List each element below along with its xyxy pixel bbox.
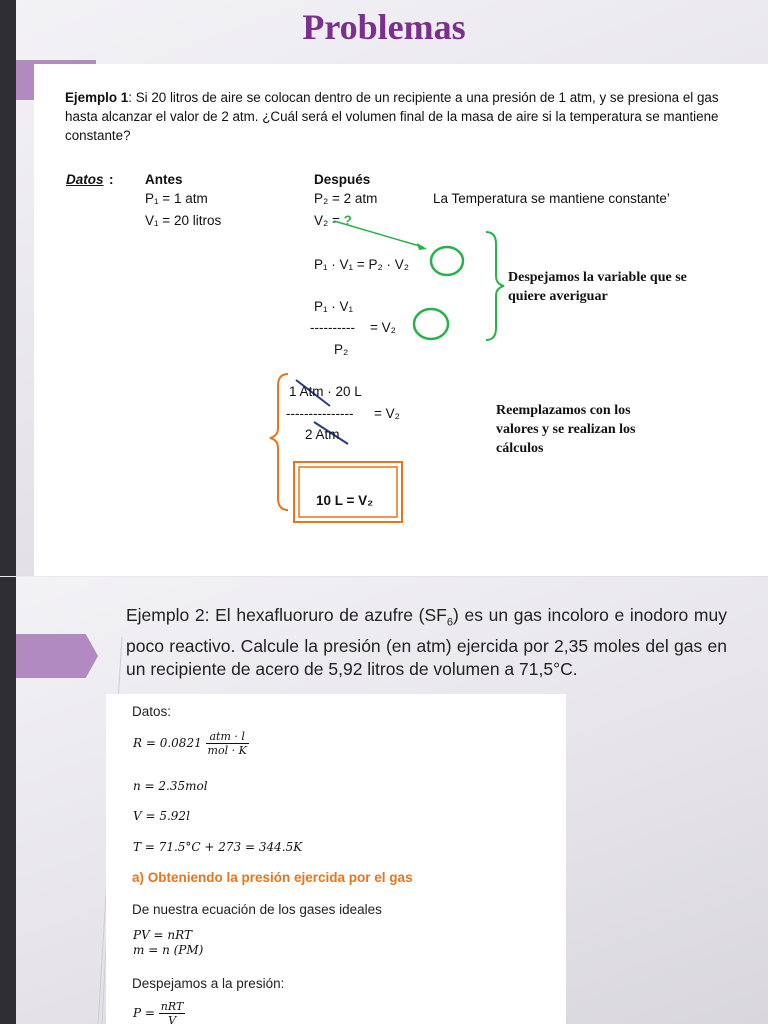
n-value: n = 2.35mol (133, 779, 208, 793)
t-value: T = 71.5°C + 273 = 344.5K (133, 840, 303, 854)
datos-colon: : (109, 172, 114, 187)
despues-header: Después (314, 172, 371, 187)
calc-numerator: 1 Atm · 20 L (289, 384, 362, 399)
result-value: 10 L = V₂ (316, 493, 374, 508)
example-2-text-b: ) es un gas incoloro e inodoro muy poco reactivo. Calcule la presión (en atm) ejercida por 2,35 moles del gas en un recipiente de acero de 5,92 litros de volumen a 71,5°C. (126, 605, 727, 679)
calc-rhs: = V₂ (374, 406, 400, 421)
accent-arrow-tab (16, 634, 98, 678)
r-lhs: R = 0.0821 (133, 736, 202, 750)
annotations-svg (34, 64, 768, 576)
fraction-numerator: P₁ · V₁ (314, 299, 354, 314)
example-2-text-a: Ejemplo 2: El hexafluoruro de azufre (SF (126, 605, 447, 625)
reemplazamos-line-1: Reemplazamos con los (496, 403, 631, 418)
calc-dashes: --------------- (286, 406, 354, 421)
reemplazamos-line-2: valores y se realizan los (496, 422, 636, 437)
datos-label: Datos (66, 172, 104, 187)
green-circle-2 (414, 309, 448, 339)
slide-title: Problemas (302, 7, 466, 47)
r-constant (133, 730, 249, 757)
slide-left-bar (0, 577, 16, 1024)
ideal-gas-intro: De nuestra ecuación de los gases ideales (132, 902, 382, 917)
pv-equation: PV = nRT (133, 928, 192, 942)
r-units-num: atm · l (206, 730, 249, 744)
orange-brace-icon (270, 374, 288, 510)
pressure-num: nRT (160, 1000, 184, 1013)
fraction-denominator: P₂ (334, 342, 349, 357)
v1-value: V₁ = 20 litros (145, 213, 222, 228)
despejamos-line-1: Despejamos la variable que se (508, 270, 687, 285)
v-value: V = 5.92l (133, 809, 190, 823)
antes-header: Antes (145, 172, 183, 187)
p2-value: P₂ = 2 atm (314, 191, 378, 206)
result-box-inner (299, 467, 397, 517)
mass-equation: m = n (PM) (133, 943, 204, 957)
boyle-equation: P₁ · V₁ = P₂ · V₂ (314, 257, 409, 272)
example-2-solution-image (106, 694, 566, 1024)
example-1-text: : Si 20 litros de aire se colocan dentro de un recipiente a una presión de 1 atm, y se presiona el gas hasta alcanzar el valor de 2 atm. ¿Cuál será el volumen final de la masa de aire si la temperatura se mantiene constante? (65, 90, 719, 143)
r-units-den: mol · K (207, 744, 247, 757)
green-circle-1 (431, 247, 463, 275)
example-1-label: Ejemplo 1 (65, 90, 129, 105)
example-2-statement (126, 604, 727, 681)
pressure-fraction (159, 1000, 186, 1024)
v2-prefix: V₂ = (314, 213, 344, 228)
despejamos-presion: Despejamos a la presión: (132, 976, 285, 991)
datos-heading: Datos: (132, 704, 172, 719)
despejamos-line-2: quiere averiguar (508, 289, 608, 304)
pressure-formula (133, 1000, 185, 1024)
pressure-den: V (168, 1014, 177, 1024)
p1-value: P₁ = 1 atm (145, 191, 208, 206)
green-arrow (334, 221, 423, 247)
calc-denominator: 2 Atm (305, 427, 340, 442)
example-1-image (34, 64, 768, 576)
v2-unknown: ? (343, 213, 352, 228)
section-a-heading: a) Obteniendo la presión ejercida por el gas (132, 870, 413, 885)
slide-2 (0, 577, 768, 1024)
reemplazamos-line-3: cálculos (496, 441, 544, 456)
fraction-dashes: ---------- (310, 320, 355, 335)
p-lhs: P = (133, 1006, 155, 1020)
slide-left-bar (0, 0, 16, 576)
green-arrowhead-icon (417, 243, 427, 250)
temperature-note: La Temperatura se mantiene constante’ (433, 191, 670, 206)
result-box-outer (294, 462, 402, 522)
green-brace-icon (486, 232, 504, 340)
fraction-rhs: = V₂ (370, 320, 396, 335)
example-2-subscript: 6 (446, 616, 453, 629)
r-units-fraction (206, 730, 249, 757)
